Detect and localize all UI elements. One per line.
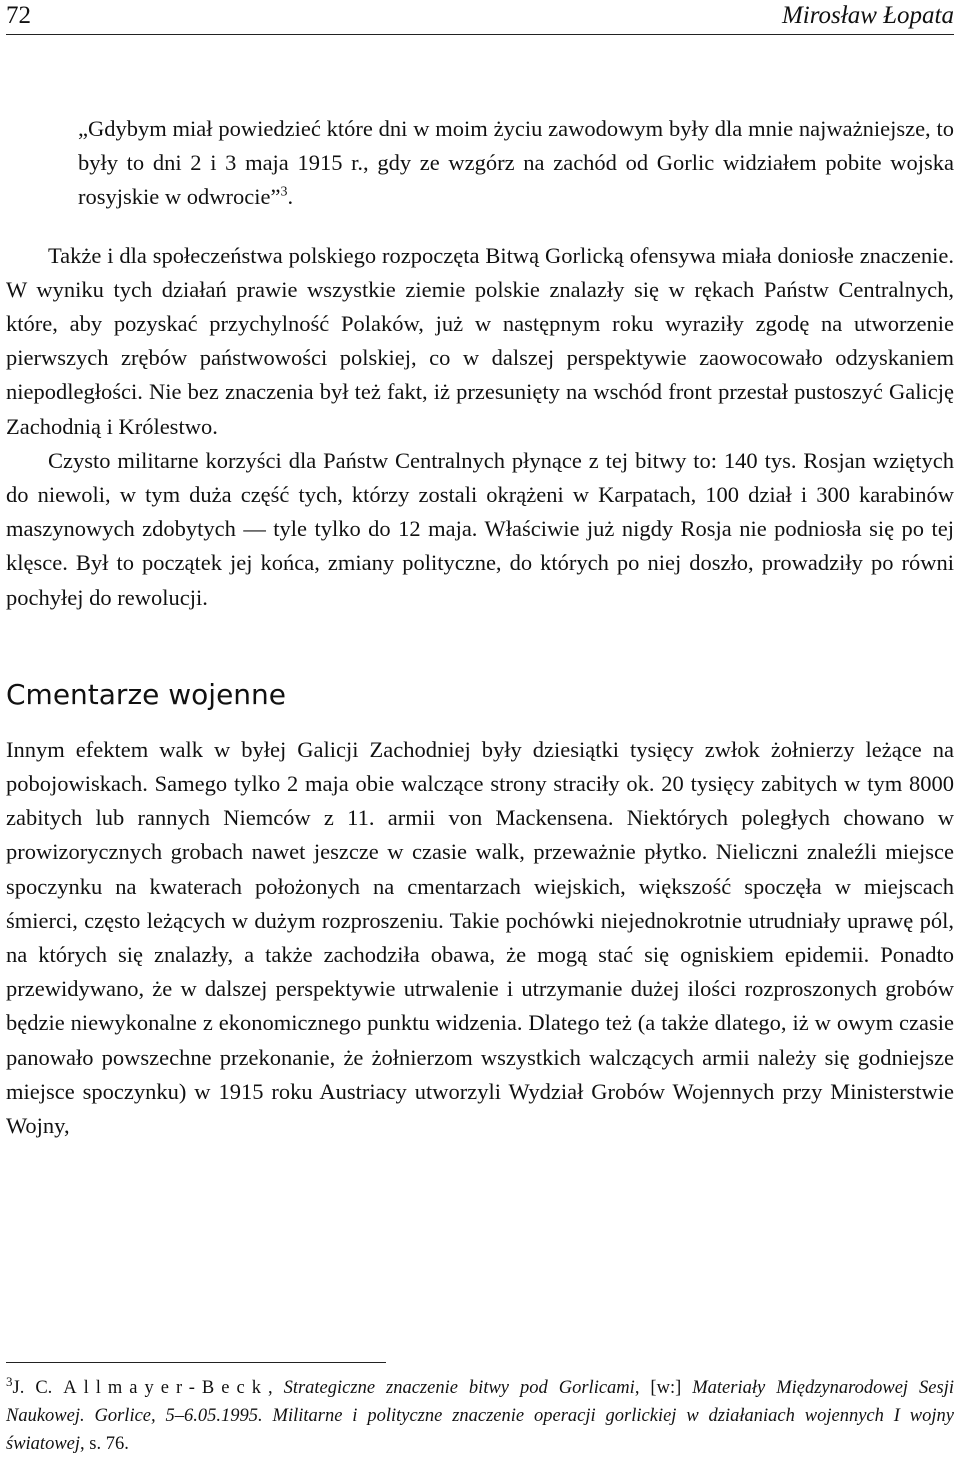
- footnote-ref[interactable]: 3: [280, 184, 288, 200]
- running-head: [6, 0, 954, 35]
- quote-text: „Gdybym miał powiedzieć które dni w moim życiu zawodowym były dla mnie najważniejsze, to były to dni 2 i 3 maja 1915 r., gdy ze wzgórz na zachód od Gorlic widziałem pobite wojska rosyjskie w odwrocie”: [78, 116, 954, 210]
- footnote-source: Materiały Międzynarodowej Sesji Naukowej. Gorlice, 5–6.05.1995. Militarne i polityczne znaczenie operacji gorlickiej w działaniach wojennych I wojny światowej: [6, 1378, 955, 1454]
- footnote-sep-1: ,: [267, 1378, 284, 1398]
- block-quote: [78, 112, 954, 215]
- footnote-title: Strategiczne znaczenie bitwy pod Gorlicami: [283, 1378, 635, 1398]
- footnote-author: Allmayer-Beck: [63, 1378, 268, 1398]
- quote-end: .: [287, 184, 294, 210]
- paragraph-2: Czysto militarne korzyści dla Państw Centralnych płynące z tej bitwy to: 140 tys. Rosjan wziętych do niewoli, w tym duża część tych, którzy zostali okrążeni w Karpatach, 100 dział i 300 karabinów maszynowych zdobytych — tyle tylko do 12 maja. Właściwie już nigdy Rosja nie podniosła się po tej klęsce. Był to początek jej końca, zmiany polityczne, do których po niej doszło, prowadziły po równi pochyłej do rewolucji.: [6, 447, 954, 610]
- footnote: [6, 1374, 954, 1458]
- page-number: 72: [6, 2, 31, 29]
- running-author: Mirosław Łopata: [781, 2, 954, 29]
- footnote-initials: J. C.: [12, 1378, 53, 1398]
- footnote-pages: , s. 76.: [80, 1434, 129, 1454]
- section-paragraph: Innym efektem walk w byłej Galicji Zachodniej były dziesiątki tysięcy zwłok żołnierzy leżące na pobojowiskach. Samego tylko 2 maja obie walczące strony straciły ok. 20 tysięcy zabitych w tym 8000 zabitych lub rannych Niemców z 11. armii von Mackensena. Niektórych poległych chowano w prowizorycznych grobach nawet jeszcze w czasie walk, przeważnie płytko. Nieliczni znaleźli miejsce spoczynku na kwaterach położonych na cmentarzach wiejskich, większość spoczęła w miejscach śmierci, często leżących w dużym rozproszeniu. Takie pochówki niejednokrotnie utrudniały uprawę pól, na których się znalazły, a także zachodziła obawa, że mogą stać się ogniskiem epidemii. Ponadto przewidywano, że w dalszej perspektywie utrwalenie i utrzymanie dużej ilości rozproszonych grobów będzie niewykonalne z ekonomicznego punktu widzenia. Dlatego też (a także dlatego, iż w owym czasie panowało powszechne przekonanie, że żołnierzom wszystkich walczących armii należy się godniejsze miejsce spoczynku) w 1915 roku Austriacy utworzyli Wydział Grobów Wojennych przy Ministerstwie Wojny,: [6, 736, 954, 1139]
- section-heading: Cmentarze wojenne: [6, 677, 287, 711]
- footnote-sep-2: , [w:]: [634, 1378, 693, 1398]
- footnote-number: 3: [6, 1373, 13, 1389]
- footnote-rule: [6, 1362, 386, 1363]
- paragraph-1: Także i dla społeczeństwa polskiego rozpoczęta Bitwą Gorlicką ofensywa miała doniosłe znaczenie. W wyniku tych działań prawie wszystkie ziemie polskie znalazły się w rękach Państw Centralnych, które, aby pozyskać przychylność Polaków, już w następnym roku wyraziły zgodę na utworzenie pierwszych zrębów państwowości polskiej, co w dalszej perspektywie zaowocowało odzyskaniem niepodległości. Nie bez znaczenia był też fakt, iż przesunięty na wschód front przestał pustoszyć Galicję Zachodnią i Królestwo.: [6, 242, 954, 439]
- main-text: [6, 112, 954, 1143]
